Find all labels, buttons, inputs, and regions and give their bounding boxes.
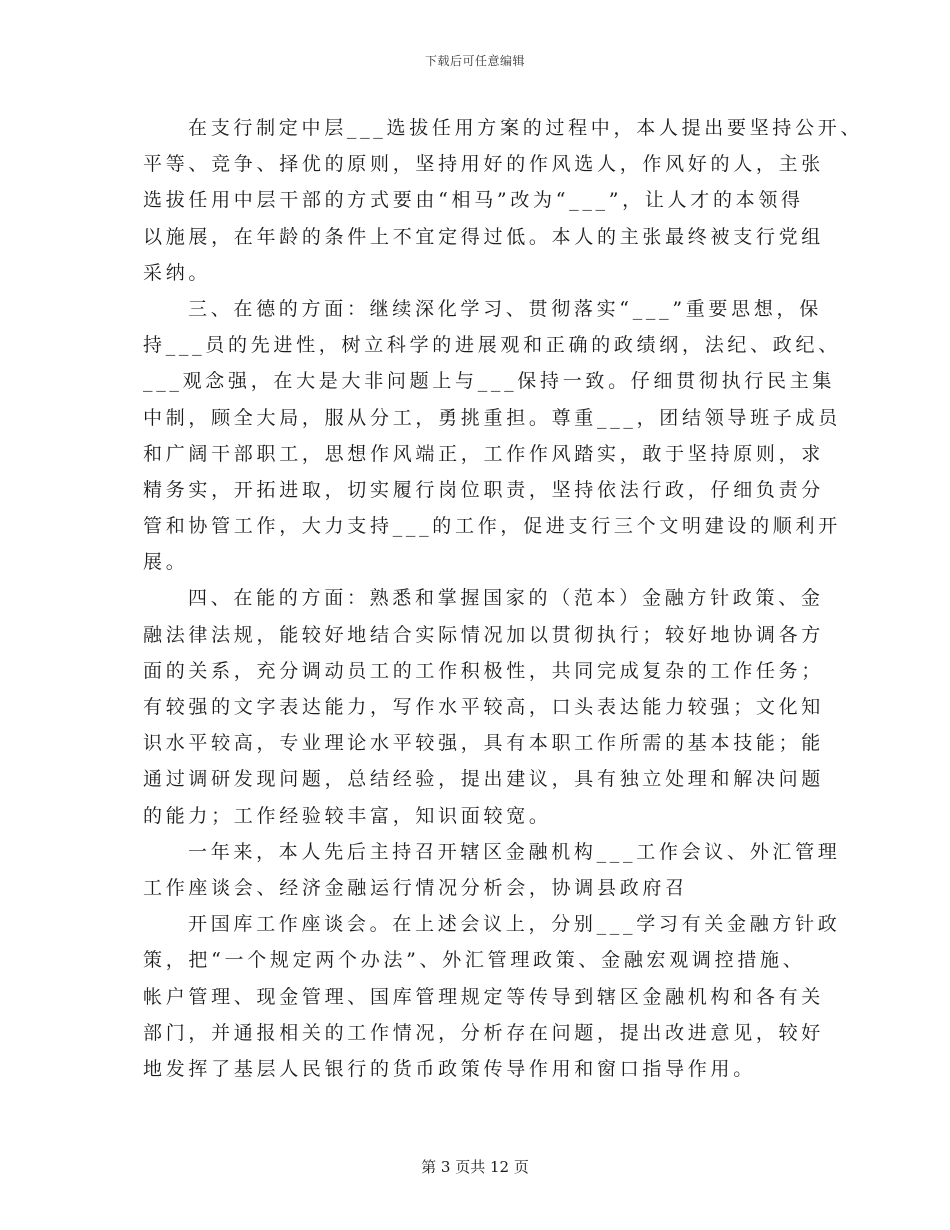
text-line: 地发挥了基层人民银行的货币政策传导作用和窗口指导作用。 bbox=[143, 1057, 756, 1080]
text-line: 采纳。 bbox=[143, 261, 212, 284]
text-line: 在支行制定中层___选拔任用方案的过程中，本人提出要坚持公开、 bbox=[188, 117, 864, 139]
text-line: 部门，并通报相关的工作情况，分析存在问题，提出改进意见，较好 bbox=[143, 1021, 825, 1044]
text-line: ___观念强，在大是大非问题上与___保持一致。仔细贯彻执行民主集 bbox=[143, 370, 836, 393]
text-line: 的能力；工作经验较丰富，知识面较宽。 bbox=[143, 804, 552, 827]
text-line: 以施展，在年龄的条件上不宜定得过低。本人的主张最终被支行党组 bbox=[143, 225, 825, 248]
text-line: 持___员的先进性，树立科学的进展观和正确的政绩纲，法纪、政纪、 bbox=[143, 334, 841, 357]
text-line: 一年来，本人先后主持召开辖区金融机构___工作会议、外汇管理 bbox=[188, 840, 841, 863]
text-line: 有较强的文字表达能力，写作水平较高，口头表达能力较强；文化知 bbox=[143, 696, 825, 718]
text-line: 精务实，开拓进取，切实履行岗位职责，坚持依法行政，仔细负责分 bbox=[143, 478, 825, 501]
document-body bbox=[143, 110, 864, 1087]
text-line: 工作座谈会、经济金融运行情况分析会，协调县政府召 bbox=[143, 876, 688, 899]
text-line: 策，把“一个规定两个办法”、外汇管理政策、金融宏观调控措施、 bbox=[143, 949, 806, 972]
text-line: 通过调研发现问题，总结经验，提出建议，具有独立处理和解决问题 bbox=[143, 768, 825, 791]
text-line: 识水平较高，专业理论水平较强，具有本职工作所需的基本技能；能 bbox=[143, 732, 825, 755]
text-line: 管和协管工作，大力支持___的工作，促进支行三个文明建设的顺利开 bbox=[143, 515, 841, 538]
text-line: 融法律法规，能较好地结合实际情况加以贯彻执行；较好地协调各方 bbox=[143, 623, 825, 646]
text-line: 帐户管理、现金管理、国库管理规定等传导到辖区金融机构和各有关 bbox=[143, 985, 825, 1008]
text-line: 三、在德的方面：继续深化学习、贯彻落实“___”重要思想，保 bbox=[188, 297, 822, 320]
text-line: 平等、竞争、择优的原则，坚持用好的作风选人，作风好的人，主张 bbox=[143, 153, 825, 176]
text-line: 和广阔干部职工，思想作风端正，工作作风踏实，敢于坚持原则，求 bbox=[143, 442, 825, 465]
text-line: 选拔任用中层干部的方式要由“相马”改为“___”，让人才的本领得 bbox=[143, 189, 804, 212]
text-line: 开国库工作座谈会。在上述会议上，分别___学习有关金融方针政 bbox=[188, 913, 841, 936]
text-line: 四、在能的方面：熟悉和掌握国家的（范本）金融方针政策、金 bbox=[188, 587, 824, 610]
text-line: 展。 bbox=[143, 551, 189, 574]
text-line: 面的关系，充分调动员工的工作积极性，共同完成复杂的工作任务； bbox=[143, 659, 825, 682]
page-header: 下载后可任意编辑 bbox=[424, 54, 525, 68]
text-line: 中制，顾全大局，服从分工，勇挑重担。尊重___，团结领导班子成员 bbox=[143, 406, 841, 429]
page-footer: 第 3 页共 12 页 bbox=[421, 1158, 529, 1176]
